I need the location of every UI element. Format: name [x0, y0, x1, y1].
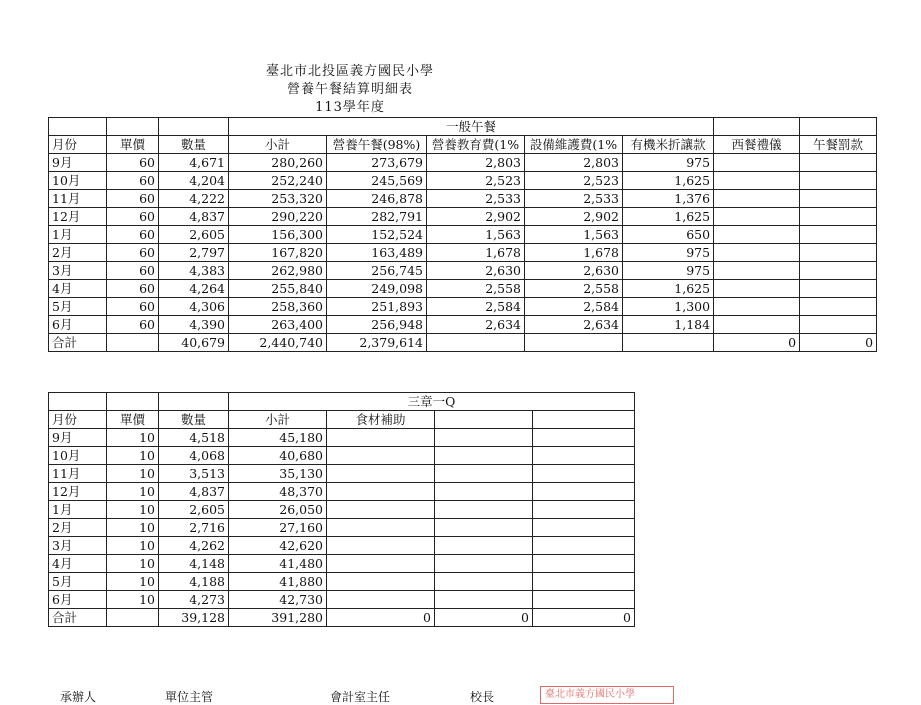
- total-row: [49, 334, 877, 352]
- value-cell: 245,569: [327, 172, 427, 190]
- month-cell: 6月: [49, 316, 107, 334]
- value-cell: [800, 298, 877, 316]
- value-cell: [533, 573, 635, 591]
- value-cell: 4,204: [159, 172, 229, 190]
- value-cell: [435, 555, 533, 573]
- value-cell: 60: [107, 226, 159, 244]
- column-header: 設備維護費(1%: [525, 136, 623, 154]
- column-header: 午餐罰款: [800, 136, 877, 154]
- month-cell: 11月: [49, 190, 107, 208]
- value-cell: 4,383: [159, 262, 229, 280]
- blank-cell: [159, 393, 229, 411]
- value-cell: 253,320: [229, 190, 327, 208]
- value-cell: 975: [623, 244, 714, 262]
- table-row: [49, 591, 635, 609]
- column-header: 數量: [159, 411, 229, 429]
- value-cell: 2,523: [525, 172, 623, 190]
- table-row: [49, 190, 877, 208]
- value-cell: 2,533: [427, 190, 525, 208]
- table-row: [49, 501, 635, 519]
- column-header: 月份: [49, 136, 107, 154]
- value-cell: [327, 501, 435, 519]
- value-cell: 263,400: [229, 316, 327, 334]
- value-cell: 60: [107, 172, 159, 190]
- value-cell: 4,148: [159, 555, 229, 573]
- value-cell: 2,797: [159, 244, 229, 262]
- month-cell: 4月: [49, 555, 107, 573]
- section-row: [49, 393, 635, 411]
- value-cell: 10: [107, 447, 159, 465]
- value-cell: 4,837: [159, 483, 229, 501]
- value-cell: 273,679: [327, 154, 427, 172]
- value-cell: 1,625: [623, 208, 714, 226]
- value-cell: [435, 537, 533, 555]
- total-cell: 0: [800, 334, 877, 352]
- value-cell: 41,480: [229, 555, 327, 573]
- total-cell: [525, 334, 623, 352]
- total-cell: [623, 334, 714, 352]
- value-cell: [714, 316, 800, 334]
- value-cell: 1,678: [427, 244, 525, 262]
- table-row: [49, 519, 635, 537]
- value-cell: [533, 447, 635, 465]
- column-header: 單價: [107, 411, 159, 429]
- value-cell: 26,050: [229, 501, 327, 519]
- value-cell: 2,634: [427, 316, 525, 334]
- value-cell: [327, 447, 435, 465]
- value-cell: 246,878: [327, 190, 427, 208]
- value-cell: [435, 501, 533, 519]
- value-cell: 60: [107, 154, 159, 172]
- value-cell: 60: [107, 316, 159, 334]
- value-cell: 4,188: [159, 573, 229, 591]
- total-cell: 2,379,614: [327, 334, 427, 352]
- value-cell: 1,625: [623, 280, 714, 298]
- value-cell: [800, 226, 877, 244]
- value-cell: 45,180: [229, 429, 327, 447]
- value-cell: 4,222: [159, 190, 229, 208]
- table-row: [49, 465, 635, 483]
- value-cell: [714, 226, 800, 244]
- value-cell: 10: [107, 519, 159, 537]
- value-cell: 60: [107, 280, 159, 298]
- month-cell: 10月: [49, 447, 107, 465]
- value-cell: 2,558: [427, 280, 525, 298]
- month-cell: 9月: [49, 154, 107, 172]
- value-cell: [533, 501, 635, 519]
- total-cell: [107, 609, 159, 627]
- value-cell: [714, 172, 800, 190]
- value-cell: 1,563: [525, 226, 623, 244]
- column-header: 小計: [229, 411, 327, 429]
- value-cell: [435, 429, 533, 447]
- value-cell: [714, 190, 800, 208]
- value-cell: [327, 465, 435, 483]
- value-cell: [800, 154, 877, 172]
- value-cell: [435, 519, 533, 537]
- value-cell: 1,563: [427, 226, 525, 244]
- blank-cell: [49, 393, 107, 411]
- value-cell: [435, 591, 533, 609]
- month-cell: 2月: [49, 244, 107, 262]
- value-cell: 10: [107, 555, 159, 573]
- column-header: 有機米折讓款: [623, 136, 714, 154]
- school-year: 113學年度: [315, 100, 385, 115]
- value-cell: [435, 483, 533, 501]
- total-cell: 0: [435, 609, 533, 627]
- table-row: [49, 244, 877, 262]
- total-cell: [427, 334, 525, 352]
- value-cell: [533, 429, 635, 447]
- official-stamp: 臺北市義方國民小學: [540, 686, 674, 704]
- value-cell: 1,300: [623, 298, 714, 316]
- value-cell: 4,306: [159, 298, 229, 316]
- value-cell: 2,716: [159, 519, 229, 537]
- value-cell: 650: [623, 226, 714, 244]
- value-cell: [800, 208, 877, 226]
- column-header: 西餐禮儀: [714, 136, 800, 154]
- value-cell: 2,533: [525, 190, 623, 208]
- value-cell: 60: [107, 262, 159, 280]
- signature-accounting: 會計室主任: [330, 690, 391, 704]
- month-cell: 6月: [49, 591, 107, 609]
- value-cell: 60: [107, 298, 159, 316]
- value-cell: 256,745: [327, 262, 427, 280]
- month-cell: 5月: [49, 573, 107, 591]
- value-cell: 60: [107, 208, 159, 226]
- value-cell: 10: [107, 465, 159, 483]
- value-cell: [800, 316, 877, 334]
- three-chapter-table: [48, 392, 635, 627]
- value-cell: [327, 555, 435, 573]
- value-cell: 35,130: [229, 465, 327, 483]
- signature-unit-head: 單位主管: [165, 690, 214, 704]
- value-cell: 2,605: [159, 226, 229, 244]
- blank-cell: [107, 118, 159, 136]
- value-cell: 3,513: [159, 465, 229, 483]
- table-row: [49, 226, 877, 244]
- value-cell: [800, 262, 877, 280]
- month-cell: 4月: [49, 280, 107, 298]
- value-cell: [533, 591, 635, 609]
- value-cell: 252,240: [229, 172, 327, 190]
- value-cell: 262,980: [229, 262, 327, 280]
- value-cell: 10: [107, 501, 159, 519]
- table-row: [49, 555, 635, 573]
- general-lunch-table: [48, 117, 877, 352]
- value-cell: 2,584: [525, 298, 623, 316]
- value-cell: 282,791: [327, 208, 427, 226]
- value-cell: 4,390: [159, 316, 229, 334]
- blank-cell: [800, 118, 877, 136]
- value-cell: 4,837: [159, 208, 229, 226]
- value-cell: 1,678: [525, 244, 623, 262]
- value-cell: 156,300: [229, 226, 327, 244]
- value-cell: 10: [107, 537, 159, 555]
- column-header: [533, 411, 635, 429]
- value-cell: 2,630: [525, 262, 623, 280]
- table-row: [49, 154, 877, 172]
- signature-principal: 校長: [470, 690, 495, 704]
- value-cell: 60: [107, 190, 159, 208]
- value-cell: 2,634: [525, 316, 623, 334]
- value-cell: [714, 280, 800, 298]
- column-header: 營養教育費(1%: [427, 136, 525, 154]
- value-cell: 167,820: [229, 244, 327, 262]
- header-row: [49, 136, 877, 154]
- section-header: 一般午餐: [229, 118, 714, 136]
- value-cell: [435, 465, 533, 483]
- total-label: 合計: [49, 334, 107, 352]
- column-header: 食材補助: [327, 411, 435, 429]
- total-label: 合計: [49, 609, 107, 627]
- month-cell: 10月: [49, 172, 107, 190]
- total-row: [49, 609, 635, 627]
- month-cell: 9月: [49, 429, 107, 447]
- header-row: [49, 411, 635, 429]
- total-cell: 0: [714, 334, 800, 352]
- value-cell: [435, 573, 533, 591]
- table-row: [49, 537, 635, 555]
- table-row: [49, 208, 877, 226]
- table-row: [49, 483, 635, 501]
- value-cell: 258,360: [229, 298, 327, 316]
- value-cell: [714, 298, 800, 316]
- value-cell: [327, 573, 435, 591]
- value-cell: [327, 429, 435, 447]
- value-cell: 4,671: [159, 154, 229, 172]
- value-cell: 256,948: [327, 316, 427, 334]
- value-cell: 4,264: [159, 280, 229, 298]
- value-cell: [714, 262, 800, 280]
- table-row: [49, 429, 635, 447]
- value-cell: 10: [107, 429, 159, 447]
- value-cell: 2,803: [525, 154, 623, 172]
- table-row: [49, 447, 635, 465]
- value-cell: 10: [107, 591, 159, 609]
- school-title: 臺北市北投區義方國民小學: [265, 64, 434, 79]
- value-cell: 2,902: [525, 208, 623, 226]
- total-cell: 2,440,740: [229, 334, 327, 352]
- value-cell: 2,558: [525, 280, 623, 298]
- value-cell: 60: [107, 244, 159, 262]
- value-cell: [327, 537, 435, 555]
- value-cell: 4,518: [159, 429, 229, 447]
- section-row: [49, 118, 877, 136]
- value-cell: 255,840: [229, 280, 327, 298]
- table-row: [49, 172, 877, 190]
- value-cell: 2,523: [427, 172, 525, 190]
- value-cell: 41,880: [229, 573, 327, 591]
- value-cell: 10: [107, 483, 159, 501]
- total-cell: 40,679: [159, 334, 229, 352]
- value-cell: 40,680: [229, 447, 327, 465]
- column-header: 月份: [49, 411, 107, 429]
- column-header: 單價: [107, 136, 159, 154]
- value-cell: 152,524: [327, 226, 427, 244]
- value-cell: [327, 519, 435, 537]
- value-cell: [327, 483, 435, 501]
- month-cell: 2月: [49, 519, 107, 537]
- value-cell: 2,630: [427, 262, 525, 280]
- value-cell: 2,803: [427, 154, 525, 172]
- blank-cell: [49, 118, 107, 136]
- table-row: [49, 573, 635, 591]
- month-cell: 11月: [49, 465, 107, 483]
- value-cell: [533, 555, 635, 573]
- value-cell: 48,370: [229, 483, 327, 501]
- blank-cell: [159, 118, 229, 136]
- value-cell: [533, 483, 635, 501]
- value-cell: [800, 190, 877, 208]
- table-row: [49, 262, 877, 280]
- column-header: 營養午餐(98%): [327, 136, 427, 154]
- month-cell: 1月: [49, 226, 107, 244]
- value-cell: [327, 591, 435, 609]
- value-cell: 1,184: [623, 316, 714, 334]
- month-cell: 3月: [49, 262, 107, 280]
- value-cell: 4,262: [159, 537, 229, 555]
- total-cell: [107, 334, 159, 352]
- value-cell: 4,273: [159, 591, 229, 609]
- value-cell: [714, 244, 800, 262]
- value-cell: 10: [107, 573, 159, 591]
- table-row: [49, 280, 877, 298]
- value-cell: 42,730: [229, 591, 327, 609]
- value-cell: 280,260: [229, 154, 327, 172]
- month-cell: 5月: [49, 298, 107, 316]
- value-cell: [435, 447, 533, 465]
- value-cell: [714, 154, 800, 172]
- column-header: 數量: [159, 136, 229, 154]
- value-cell: [533, 537, 635, 555]
- signature-handler: 承辦人: [60, 690, 97, 704]
- value-cell: 1,625: [623, 172, 714, 190]
- value-cell: 27,160: [229, 519, 327, 537]
- column-header: [435, 411, 533, 429]
- value-cell: 975: [623, 154, 714, 172]
- value-cell: [533, 519, 635, 537]
- value-cell: 1,376: [623, 190, 714, 208]
- column-header: 小計: [229, 136, 327, 154]
- total-cell: 391,280: [229, 609, 327, 627]
- value-cell: 2,584: [427, 298, 525, 316]
- value-cell: 163,489: [327, 244, 427, 262]
- month-cell: 12月: [49, 208, 107, 226]
- value-cell: [533, 465, 635, 483]
- value-cell: 290,220: [229, 208, 327, 226]
- value-cell: 4,068: [159, 447, 229, 465]
- value-cell: [800, 280, 877, 298]
- value-cell: 975: [623, 262, 714, 280]
- value-cell: [800, 172, 877, 190]
- value-cell: 249,098: [327, 280, 427, 298]
- blank-cell: [714, 118, 800, 136]
- table-row: [49, 298, 877, 316]
- value-cell: [800, 244, 877, 262]
- report-title: 營養午餐結算明細表: [286, 82, 413, 97]
- value-cell: [714, 208, 800, 226]
- value-cell: 251,893: [327, 298, 427, 316]
- month-cell: 12月: [49, 483, 107, 501]
- total-cell: 39,128: [159, 609, 229, 627]
- blank-cell: [107, 393, 159, 411]
- total-cell: 0: [327, 609, 435, 627]
- table-row: [49, 316, 877, 334]
- value-cell: 42,620: [229, 537, 327, 555]
- section-header: 三章一Q: [229, 393, 635, 411]
- month-cell: 1月: [49, 501, 107, 519]
- total-cell: 0: [533, 609, 635, 627]
- value-cell: 2,605: [159, 501, 229, 519]
- month-cell: 3月: [49, 537, 107, 555]
- value-cell: 2,902: [427, 208, 525, 226]
